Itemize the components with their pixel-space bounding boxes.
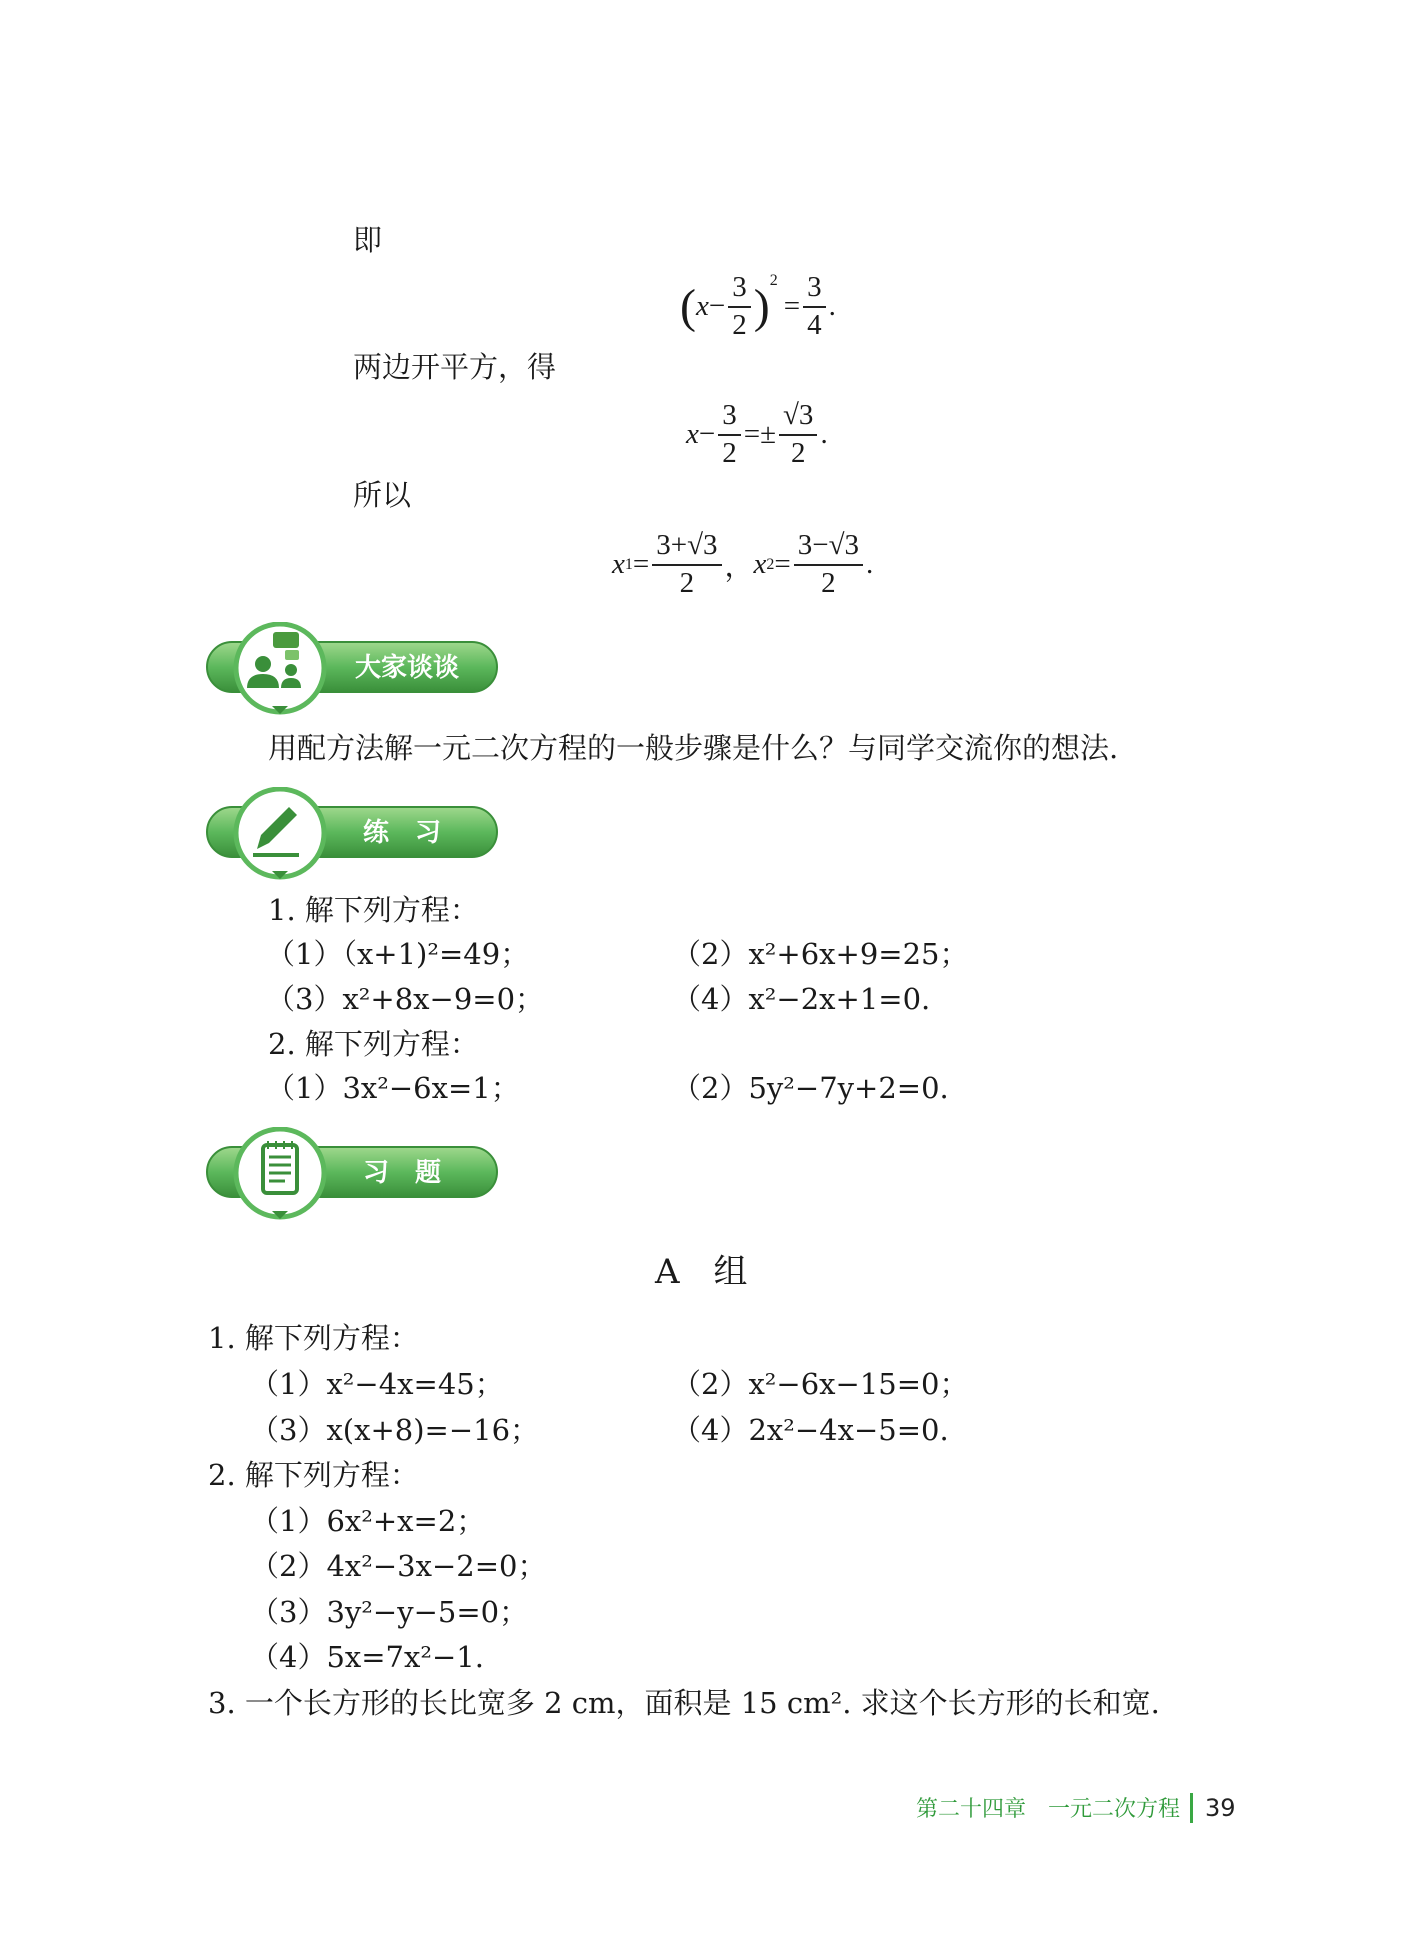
eq1-fraction: $\frac{3}{2}$ [728,272,751,342]
page-footer [916,1792,1236,1823]
text-therefore: 所以 [353,478,412,512]
practice-q1-item: （2）x²+6x+9=25； [672,937,969,971]
practice-q1: 1. 解下列方程： [268,893,479,927]
eq1-minus: − [708,290,726,323]
exercises-label: 习 题 [363,1158,442,1188]
equation-complete-square: ( x − $\frac{3}{2}$ ) $^2$ = $\frac{3}{4}$ . [680,271,836,341]
page-number: 39 [1205,1793,1236,1822]
footer-divider [1190,1793,1193,1823]
practice-label: 练 习 [363,818,442,848]
practice-q1-item: （3）x²+8x−9=0； [266,982,545,1016]
exercise-q1-item: （4）2x²−4x−5=0. [672,1413,949,1447]
discussion-text: 用配方法解一元二次方程的一般步骤是什么？与同学交流你的想法. [268,731,1119,765]
group-heading: A 组 [655,1252,748,1292]
practice-q2: 2. 解下列方程： [268,1027,479,1061]
equation-square-root: x − $\frac{3}{2}$ =± $\frac{√3}{2}$ . [686,399,828,469]
exercise-q2-item: （4）5x=7x²−1. [250,1640,484,1674]
practice-banner [205,787,505,883]
eq1-equals: = [783,290,801,323]
exercise-q1-item: （3）x(x+8)=−16； [250,1413,540,1447]
exercise-q2-item: （2）4x²−3x−2=0； [250,1549,547,1583]
exercise-q1-item: （1）x²−4x=45； [250,1367,504,1401]
practice-q2-item: （1）3x²−6x=1； [266,1071,520,1105]
eq1-exponent: 2 [769,272,778,289]
text-ji: 即 [353,223,383,257]
exercises-banner [205,1127,505,1223]
practice-q2-item: （2）5y²−7y+2=0. [672,1071,949,1105]
practice-q1-item: （4）x²−2x+1=0. [672,982,931,1016]
eq1-rhs-fraction: $\frac{3}{4}$ [803,272,826,342]
exercise-q2-item: （3）3y²−y−5=0； [250,1595,529,1629]
text-take-square-root: 两边开平方，得 [353,350,557,384]
discussion-banner [205,622,505,718]
exercise-q2: 2. 解下列方程： [208,1458,419,1492]
exercise-q3: 3. 一个长方形的长比宽多 2 cm，面积是 15 cm². 求这个长方形的长和宽. [208,1686,1160,1720]
eq1-var: x [695,290,709,323]
exercise-q1: 1. 解下列方程： [208,1321,419,1355]
discussion-label: 大家谈谈 [355,653,460,683]
chapter-title: 第二十四章 一元二次方程 [916,1797,1181,1822]
practice-q1-item: （1）（x+1)²=49； [266,937,530,971]
exercise-q2-item: （1）6x²+x=2； [250,1504,486,1538]
exercise-q1-item: （2）x²−6x−15=0； [672,1367,969,1401]
equation-roots: x 1 = $\frac{3+√3}{2}$ ， x 2 = $\frac{3-√3}{2}$ . [612,529,874,599]
